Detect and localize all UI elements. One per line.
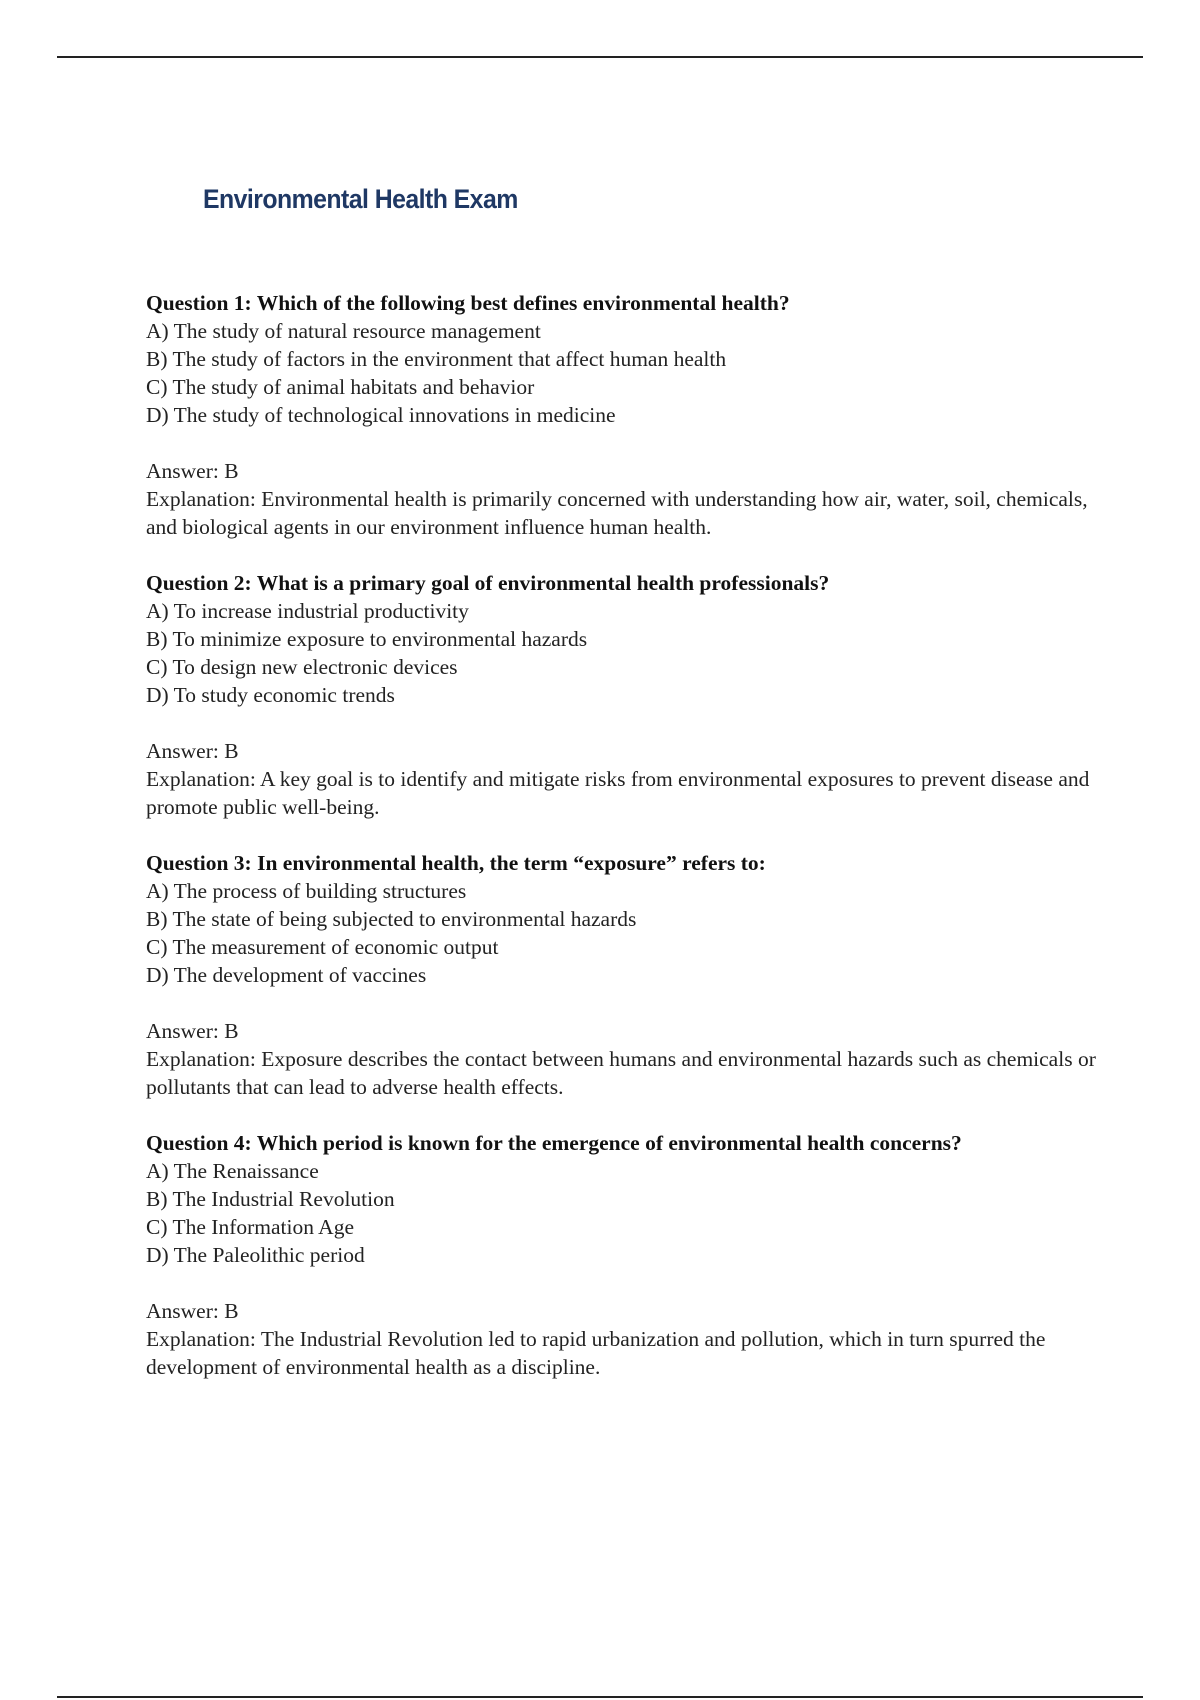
option-d: D) The Paleolithic period [146, 1243, 365, 1267]
spacer [146, 709, 1106, 737]
answer-line: Answer: B [146, 1019, 239, 1043]
explanation-text: Explanation: The Industrial Revolution led to rapid urbanization and pollution, which in turn spurred the development of environmental health as a discipline. [146, 1327, 1046, 1379]
option-a: A) The study of natural resource management [146, 319, 541, 343]
document-title: Environmental Health Exam [203, 184, 518, 214]
explanation-text: Explanation: Exposure describes the contact between humans and environmental hazards such as chemicals or pollutants that can lead to adverse health effects. [146, 1047, 1096, 1099]
spacer [146, 429, 1106, 457]
explanation-text: Explanation: A key goal is to identify and mitigate risks from environmental exposures to prevent disease and promote public well-being. [146, 767, 1090, 819]
question-block-1 [146, 289, 1106, 541]
option-c: C) The study of animal habitats and behavior [146, 375, 535, 399]
option-b: B) The state of being subjected to environmental hazards [146, 907, 637, 931]
option-b: B) The study of factors in the environment that affect human health [146, 347, 727, 371]
option-c: C) The Information Age [146, 1215, 354, 1239]
question-list [146, 289, 1106, 1409]
question-text: Question 1: Which of the following best defines environmental health? [146, 291, 790, 315]
option-a: A) To increase industrial productivity [146, 599, 469, 623]
option-c: C) The measurement of economic output [146, 935, 499, 959]
question-text: Question 3: In environmental health, the term “exposure” refers to: [146, 851, 766, 875]
answer-line: Answer: B [146, 1299, 239, 1323]
explanation-text: Explanation: Environmental health is primarily concerned with understanding how air, water, soil, chemicals, and biological agents in our environment influence human health. [146, 487, 1088, 539]
option-b: B) The Industrial Revolution [146, 1187, 395, 1211]
option-d: D) To study economic trends [146, 683, 395, 707]
option-d: D) The development of vaccines [146, 963, 427, 987]
question-text: Question 2: What is a primary goal of environmental health professionals? [146, 571, 830, 595]
top-rule-divider [57, 56, 1143, 58]
option-d: D) The study of technological innovations in medicine [146, 403, 616, 427]
question-text: Question 4: Which period is known for the emergence of environmental health concerns? [146, 1131, 962, 1155]
option-a: A) The process of building structures [146, 879, 467, 903]
question-block-3 [146, 849, 1106, 1101]
question-block-4 [146, 1129, 1106, 1381]
question-block-2 [146, 569, 1106, 821]
option-c: C) To design new electronic devices [146, 655, 458, 679]
spacer [146, 1269, 1106, 1297]
bottom-rule-divider [57, 1696, 1143, 1698]
option-b: B) To minimize exposure to environmental hazards [146, 627, 588, 651]
answer-line: Answer: B [146, 459, 239, 483]
answer-line: Answer: B [146, 739, 239, 763]
spacer [146, 989, 1106, 1017]
option-a: A) The Renaissance [146, 1159, 319, 1183]
